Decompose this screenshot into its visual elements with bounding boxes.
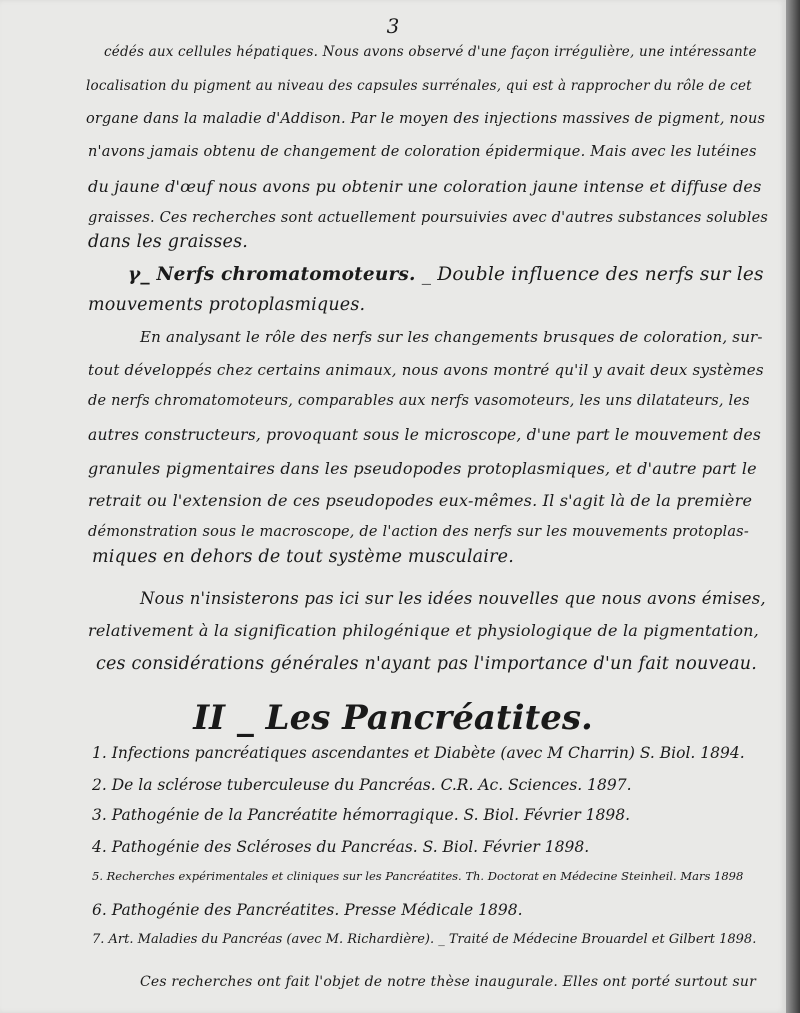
- reference-item: 1. Infections pancréatiques ascendantes et Diabète (avec M Charrin) S. Biol. 1894.: [92, 744, 745, 762]
- text-line: En analysant le rôle des nerfs sur les changements brusques de coloration, sur-: [140, 328, 763, 346]
- text-line: dans les graisses.: [88, 232, 249, 252]
- text-line: n'avons jamais obtenu de changement de coloration épidermique. Mais avec les lutéines: [88, 144, 757, 160]
- reference-item: 7. Art. Maladies du Pancréas (avec M. Richardière). _ Traité de Médecine Brouardel et Gilbert 1898.: [92, 932, 757, 947]
- reference-item: 5. Recherches expérimentales et cliniques sur les Pancréatites. Th. Doctorat en Médecine Steinheil. Mars 1898: [92, 869, 744, 883]
- text-line: miques en dehors de tout système musculaire.: [92, 547, 514, 567]
- subsection-heading: γ_ Nerfs chromatomoteurs.: [128, 264, 416, 285]
- section-title: II _ Les Pancréatites.: [193, 698, 593, 738]
- reference-item: 3. Pathogénie de la Pancréatite hémorragique. S. Biol. Février 1898.: [92, 806, 631, 824]
- text-line: mouvements protoplasmiques.: [88, 295, 366, 315]
- page-edge: [786, 0, 800, 1013]
- subsection-heading-rest: _ Double influence des nerfs sur les: [421, 264, 764, 285]
- text-line: de nerfs chromatomoteurs, comparables aux nerfs vasomoteurs, les uns dilatateurs, les: [88, 393, 750, 409]
- text-line: relativement à la signification philogénique et physiologique de la pigmentation,: [88, 621, 759, 640]
- reference-item: 6. Pathogénie des Pancréatites. Presse Médicale 1898.: [92, 901, 523, 919]
- text-line: localisation du pigment au niveau des capsules surrénales, qui est à rapprocher du rôle de cet: [86, 78, 752, 94]
- text-line: ces considérations générales n'ayant pas l'importance d'un fait nouveau.: [96, 654, 757, 674]
- text-line: retrait ou l'extension de ces pseudopodes eux-mêmes. Il s'agit là de la première: [88, 491, 753, 510]
- text-line: tout développés chez certains animaux, nous avons montré qu'il y avait deux systèmes: [88, 361, 764, 379]
- text-line: Ces recherches ont fait l'objet de notre thèse inaugurale. Elles ont porté surtout sur: [140, 974, 757, 990]
- text-line: organe dans la maladie d'Addison. Par le moyen des injections massives de pigment, nous: [86, 111, 766, 127]
- text-line: Nous n'insisterons pas ici sur les idées nouvelles que nous avons émises,: [140, 589, 766, 608]
- text-line: démonstration sous le macroscope, de l'action des nerfs sur les mouvements protoplas-: [88, 524, 749, 540]
- subsection-heading-line: [128, 264, 764, 285]
- text-line: autres constructeurs, provoquant sous le microscope, d'une part le mouvement des: [88, 426, 762, 444]
- text-line: granules pigmentaires dans les pseudopodes protoplasmiques, et d'autre part le: [88, 459, 757, 478]
- text-line: du jaune d'œuf nous avons pu obtenir une coloration jaune intense et diffuse des: [88, 177, 762, 196]
- reference-item: 2. De la sclérose tuberculeuse du Pancréas. C.R. Ac. Sciences. 1897.: [92, 776, 632, 794]
- text-line: graisses. Ces recherches sont actuellement poursuivies avec d'autres substances solubles: [88, 210, 769, 226]
- page-number: 3: [386, 14, 400, 38]
- reference-item: 4. Pathogénie des Scléroses du Pancréas. S. Biol. Février 1898.: [92, 838, 590, 856]
- text-line: cédés aux cellules hépatiques. Nous avons observé d'une façon irrégulière, une intéressante: [104, 44, 757, 60]
